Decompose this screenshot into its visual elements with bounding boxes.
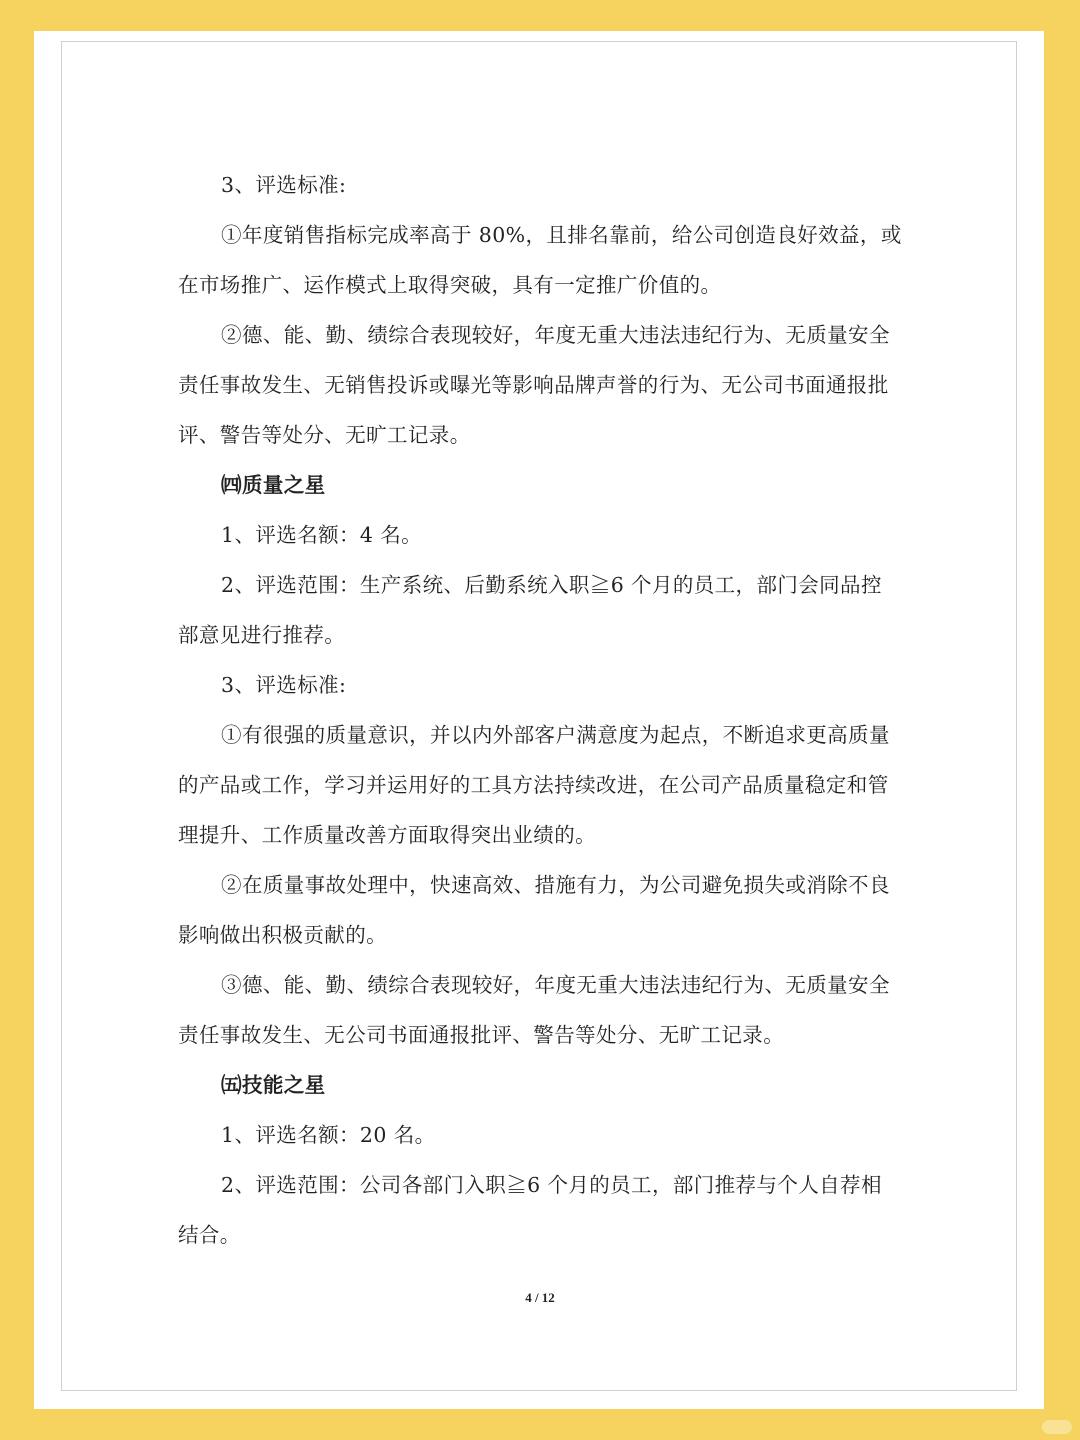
paragraph: ②在质量事故处理中，快速高效、措施有力，为公司避免损失或消除不良影响做出积极贡献的。 bbox=[178, 873, 890, 947]
paragraph: ①年度销售指标完成率高于 80%，且排名靠前，给公司创造良好效益，或在市场推广、运作模式上取得突破，具有一定推广价值的。 bbox=[178, 223, 902, 297]
paragraph: 3、评选标准: bbox=[221, 673, 347, 697]
document-body bbox=[178, 160, 902, 1260]
page-number: 4 / 12 bbox=[525, 1290, 555, 1305]
section-heading-quality-star: ㈣质量之星 bbox=[221, 473, 326, 497]
paragraph: 3、评选标准: bbox=[221, 173, 347, 197]
paragraph: 1、评选名额：20 名。 bbox=[221, 1123, 436, 1147]
section-heading-skill-star: ㈤技能之星 bbox=[221, 1073, 326, 1097]
paragraph: 1、评选名额：4 名。 bbox=[221, 523, 423, 547]
paragraph: ①有很强的质量意识，并以内外部客户满意度为起点，不断追求更高质量的产品或工作，学习并运用好的工具方法持续改进，在公司产品质量稳定和管理提升、工作质量改善方面取得突出业绩的。 bbox=[178, 723, 890, 847]
watermark-badge bbox=[1042, 1420, 1072, 1434]
paragraph: 2、评选范围：公司各部门入职≧6 个月的员工，部门推荐与个人自荐相结合。 bbox=[178, 1173, 882, 1247]
paragraph: ③德、能、勤、绩综合表现较好，年度无重大违法违纪行为、无质量安全责任事故发生、无公司书面通报批评、警告等处分、无旷工记录。 bbox=[178, 973, 890, 1047]
paragraph: 2、评选范围：生产系统、后勤系统入职≧6 个月的员工，部门会同品控部意见进行推荐。 bbox=[178, 573, 882, 647]
paragraph: ②德、能、勤、绩综合表现较好，年度无重大违法违纪行为、无质量安全责任事故发生、无销售投诉或曝光等影响品牌声誉的行为、无公司书面通报批评、警告等处分、无旷工记录。 bbox=[178, 323, 890, 447]
